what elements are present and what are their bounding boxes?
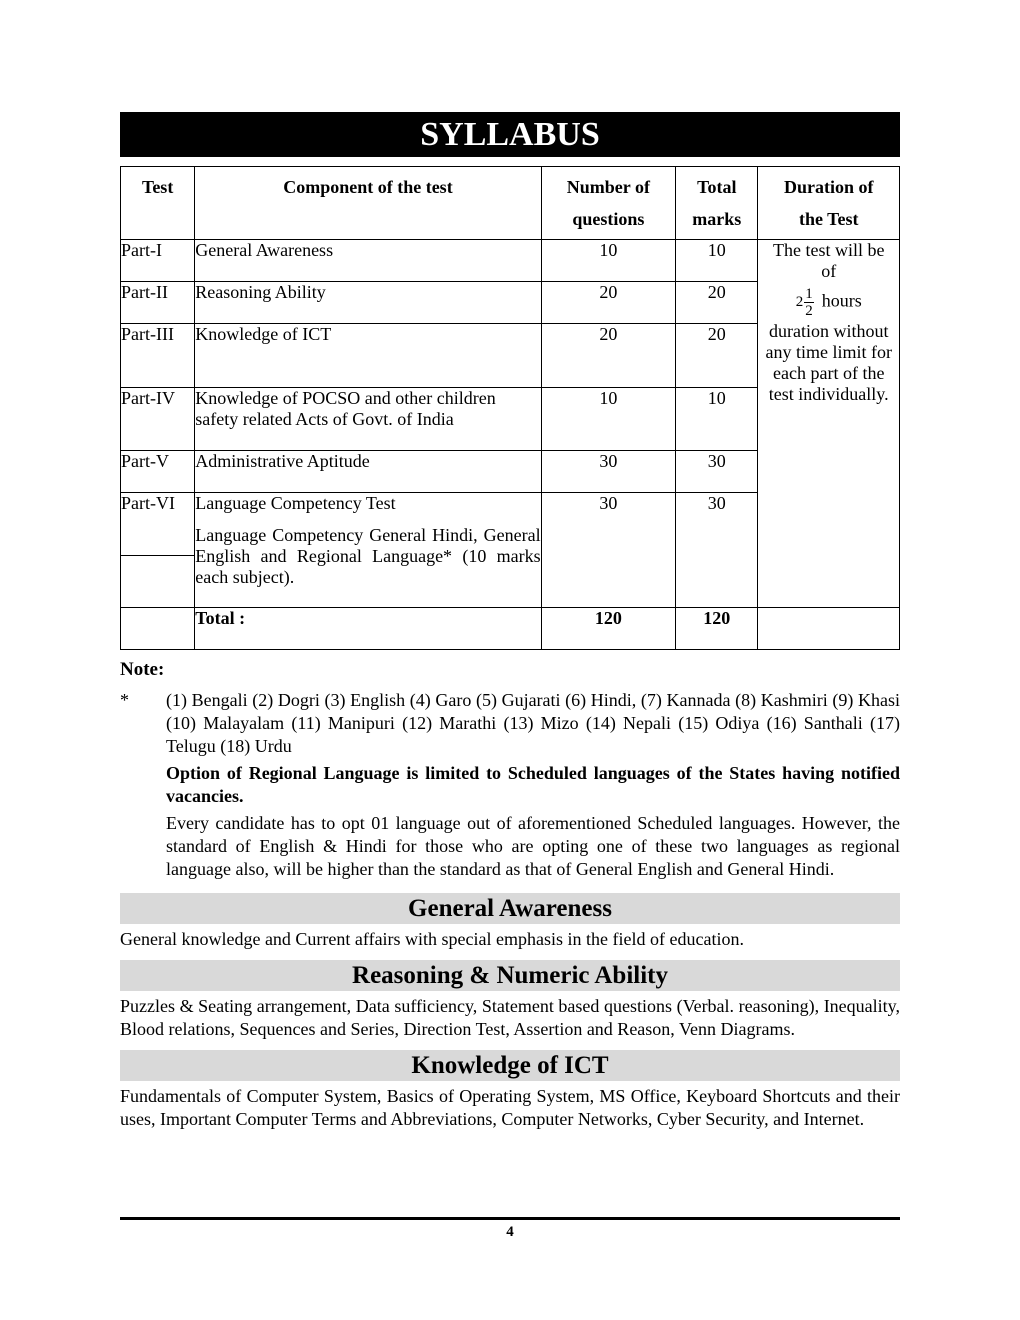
- component-title: Language Competency Test: [195, 493, 396, 513]
- component-cell: Reasoning Ability: [195, 282, 541, 324]
- duration-detail: duration without any time limit for each part of the test individually.: [765, 321, 892, 404]
- section-text: Puzzles & Seating arrangement, Data sufficiency, Statement based questions (Verbal. reasoning), Inequality, Blood relations, Sequences and Series, Direction Test, Assertion and Reason, Venn Diagrams.: [120, 996, 900, 1039]
- questions-cell: 20: [541, 282, 676, 324]
- test-cell: Part-VI: [121, 493, 195, 556]
- marks-cell: 30: [676, 493, 758, 608]
- questions-cell: 10: [541, 388, 676, 451]
- test-cell: Part-III: [121, 324, 195, 388]
- note-block: [120, 689, 900, 887]
- duration-value: [758, 286, 899, 319]
- header-number-of-questions: Number of questions: [541, 167, 676, 240]
- marks-cell: 20: [676, 324, 758, 388]
- questions-cell: 20: [541, 324, 676, 388]
- section-heading: General Awareness: [120, 893, 900, 924]
- header-test: Test: [121, 167, 195, 240]
- total-row: [121, 608, 900, 650]
- page-number: 4: [506, 1224, 514, 1240]
- empty-cell: [121, 556, 195, 608]
- component-cell: Knowledge of ICT: [195, 324, 541, 388]
- syllabus-table: [120, 166, 900, 650]
- language-option-note: Every candidate has to opt 01 language out of aforementioned Scheduled languages. However, the standard of English & Hindi for those who are opting one of these two languages as regional language also, will be higher than the standard as that of General English and General Hindi.: [166, 813, 900, 879]
- section-text: Fundamentals of Computer System, Basics of Operating System, MS Office, Keyboard Shortcuts and their uses, Important Computer Terms and Abbreviations, Computer Networks, Cyber Security, and Internet.: [120, 1086, 900, 1129]
- table-header-row: [121, 167, 900, 240]
- component-cell: General Awareness: [195, 240, 541, 282]
- marks-cell: 20: [676, 282, 758, 324]
- questions-cell: 10: [541, 240, 676, 282]
- test-cell: Part-II: [121, 282, 195, 324]
- syllabus-page: [120, 112, 900, 1131]
- language-list: (1) Bengali (2) Dogri (3) English (4) Garo (5) Gujarati (6) Hindi, (7) Kannada (8) Kashmiri (9) Khasi (10) Malayalam (11) Manipuri (12) Marathi (13) Mizo (14) Nepali (15) Odiya (16) Santhali (17) Telugu (18) Urdu: [166, 690, 900, 756]
- section-heading: Knowledge of ICT: [120, 1050, 900, 1081]
- duration-intro: The test will be of: [772, 240, 885, 281]
- test-cell: Part-I: [121, 240, 195, 282]
- component-cell: [195, 493, 541, 608]
- footer-rule: [120, 1217, 900, 1220]
- marks-cell: 10: [676, 388, 758, 451]
- component-detail: Language Competency General Hindi, General English and Regional Language* (10 marks each subject).: [195, 525, 541, 587]
- header-component: Component of the test: [195, 167, 541, 240]
- component-cell: Knowledge of POCSO and other children safety related Acts of Govt. of India: [195, 388, 541, 451]
- questions-cell: 30: [541, 493, 676, 608]
- note-title: Note:: [120, 659, 165, 680]
- duration-whole: 2: [795, 294, 804, 310]
- total-questions: 120: [541, 608, 676, 650]
- component-cell: Administrative Aptitude: [195, 451, 541, 493]
- section-text: General knowledge and Current affairs with special emphasis in the field of education.: [120, 929, 744, 949]
- duration-cell: [758, 240, 900, 608]
- questions-cell: 30: [541, 451, 676, 493]
- test-cell: Part-V: [121, 451, 195, 493]
- table-row: [121, 240, 900, 282]
- empty-cell: [758, 608, 900, 650]
- page-title: SYLLABUS: [120, 112, 900, 157]
- total-marks: 120: [676, 608, 758, 650]
- duration-unit: hours: [821, 290, 862, 311]
- marks-cell: 10: [676, 240, 758, 282]
- total-label: Total :: [195, 608, 541, 650]
- asterisk-marker: *: [120, 690, 129, 710]
- marks-cell: 30: [676, 451, 758, 493]
- header-duration: Duration of the Test: [758, 167, 900, 240]
- regional-language-note: Option of Regional Language is limited to Scheduled languages of the States having notified vacancies.: [166, 763, 900, 806]
- header-total-marks: Total marks: [676, 167, 758, 240]
- empty-cell: [121, 608, 195, 650]
- duration-fraction: $\frac{1}{2}$: [805, 286, 813, 319]
- test-cell: Part-IV: [121, 388, 195, 451]
- section-heading: Reasoning & Numeric Ability: [120, 960, 900, 991]
